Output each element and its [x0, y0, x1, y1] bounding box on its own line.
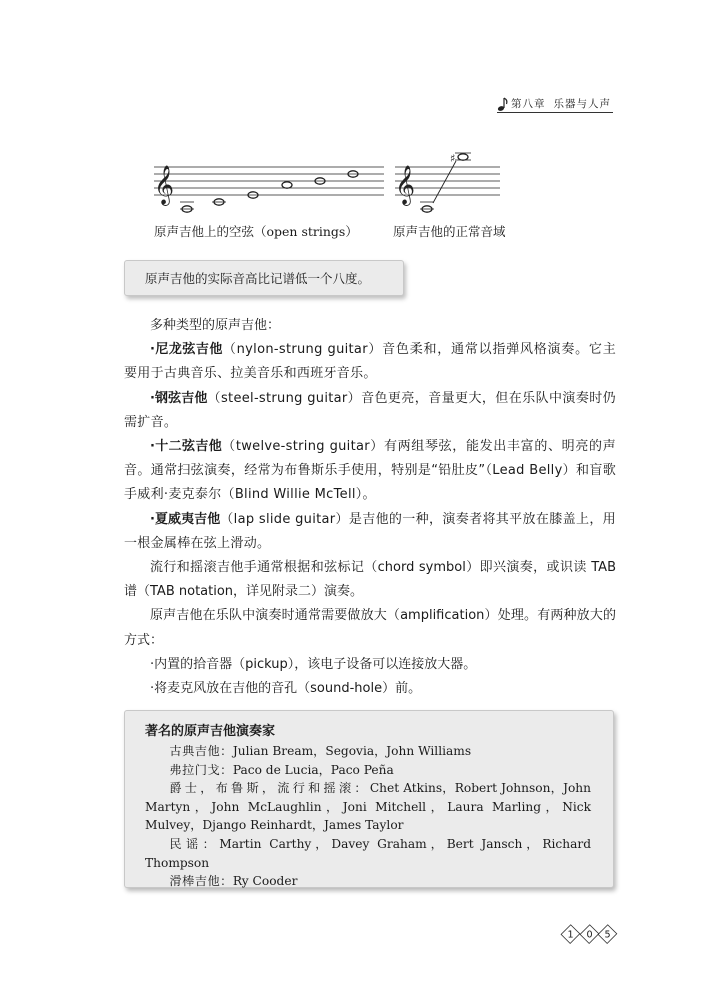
range-notes — [420, 152, 471, 212]
amp-method-2: ·将麦克风放在吉他的音孔（sound-hole）前。 — [150, 681, 422, 697]
twelve-text: （twelve-string guitar）有两组琴弦，能发出丰富的、明亮的声音。通常扫弦演奏，经常为布鲁斯乐手使用，特别是“铅肚皮”（Lead Belly）和盲歌手威利·麦克泰尔（Blind Willie McTell）。 — [124, 439, 616, 503]
nylon-guitar-item — [124, 338, 616, 386]
flamenco-label: 弗拉门戈： — [169, 762, 233, 777]
svg-text:♯: ♯ — [450, 152, 456, 165]
jazz-label: 爵士，布鲁斯，流行和摇滚： — [169, 781, 370, 796]
steel-guitar-item — [124, 387, 616, 435]
folk-line — [145, 835, 591, 872]
page-digit: 1 — [561, 924, 581, 944]
page-digit: 0 — [579, 924, 599, 944]
jazz-line — [145, 779, 591, 835]
treble-clef-icon-2: 𝄞 — [395, 165, 416, 205]
classical-label: 古典吉他： — [169, 744, 233, 758]
twelve-term: ·十二弦吉他 — [150, 439, 223, 455]
nylon-term: ·尼龙弦吉他 — [150, 342, 223, 358]
open-string-notes — [180, 171, 358, 212]
folk-label: 民谣： — [169, 836, 220, 851]
guitar-staff-figure — [150, 145, 510, 225]
flamenco-line — [145, 761, 591, 780]
slide-label: 滑棒吉他： — [169, 874, 233, 889]
main-text — [124, 314, 616, 701]
twelve-string-item — [124, 435, 616, 508]
pitch-note-box: 原声吉他的实际音高比记谱低一个八度。 — [124, 260, 404, 296]
chapter-number: 第八章 — [511, 98, 546, 110]
classical-line — [145, 742, 591, 761]
chord-paragraph: 流行和摇滚吉他手通常根据和弦标记（chord symbol）即兴演奏，或识读 TAB 谱（TAB notation，详见附录二）演奏。 — [124, 560, 616, 600]
caption-normal-range: 原声吉他的正常音域 — [393, 224, 506, 239]
slide-line — [145, 872, 591, 891]
caption-open-strings: 原声吉他上的空弦（open strings） — [154, 224, 358, 239]
slide-players: Ry Cooder — [232, 874, 298, 889]
flamenco-players: Paco de Lucia，Paco Peña — [232, 762, 394, 777]
music-note-icon — [497, 96, 509, 112]
amp-method-1: ·内置的拾音器（pickup），该电子设备可以连接放大器。 — [150, 656, 477, 672]
page-number — [562, 925, 616, 943]
chapter-title: 乐器与人声 — [553, 98, 611, 110]
famous-players-box — [124, 710, 614, 888]
running-header — [497, 96, 613, 113]
jazz-players: Chet Atkins，Robert Johnson，John Martyn，John McLaughlin，Joni Mitchell，Laura Marling，Nick Mulvey，Django Reinhardt，James Taylor — [145, 781, 591, 833]
steel-text: （steel-strung guitar）音色更亮，音量更大，但在乐队中演奏时仍需扩音。 — [124, 390, 616, 430]
folk-players: Martin Carthy，Davey Graham，Bert Jansch，Richard Thompson — [145, 836, 592, 870]
lap-term: ·夏威夷吉他 — [150, 511, 221, 527]
lap-slide-item — [124, 508, 616, 556]
intro-paragraph: 多种类型的原声吉他： — [150, 318, 281, 333]
classical-players: Julian Bream，Segovia，John Williams — [232, 744, 472, 758]
steel-term: ·钢弦吉他 — [150, 390, 208, 406]
players-title: 著名的原声吉他演奏家 — [145, 724, 276, 739]
nylon-text: （nylon-strung guitar）音色柔和，通常以指弹风格演奏。它主要用于古典音乐、拉美音乐和西班牙音乐。 — [124, 342, 616, 382]
lap-text: （lap slide guitar）是吉他的一种，演奏者将其平放在膝盖上，用一根金属棒在弦上滑动。 — [124, 511, 616, 551]
page-digit: 5 — [598, 924, 618, 944]
amplification-paragraph: 原声吉他在乐队中演奏时通常需要做放大（amplification）处理。有两种放大的方式： — [124, 608, 616, 648]
treble-clef-icon: 𝄞 — [154, 165, 175, 205]
